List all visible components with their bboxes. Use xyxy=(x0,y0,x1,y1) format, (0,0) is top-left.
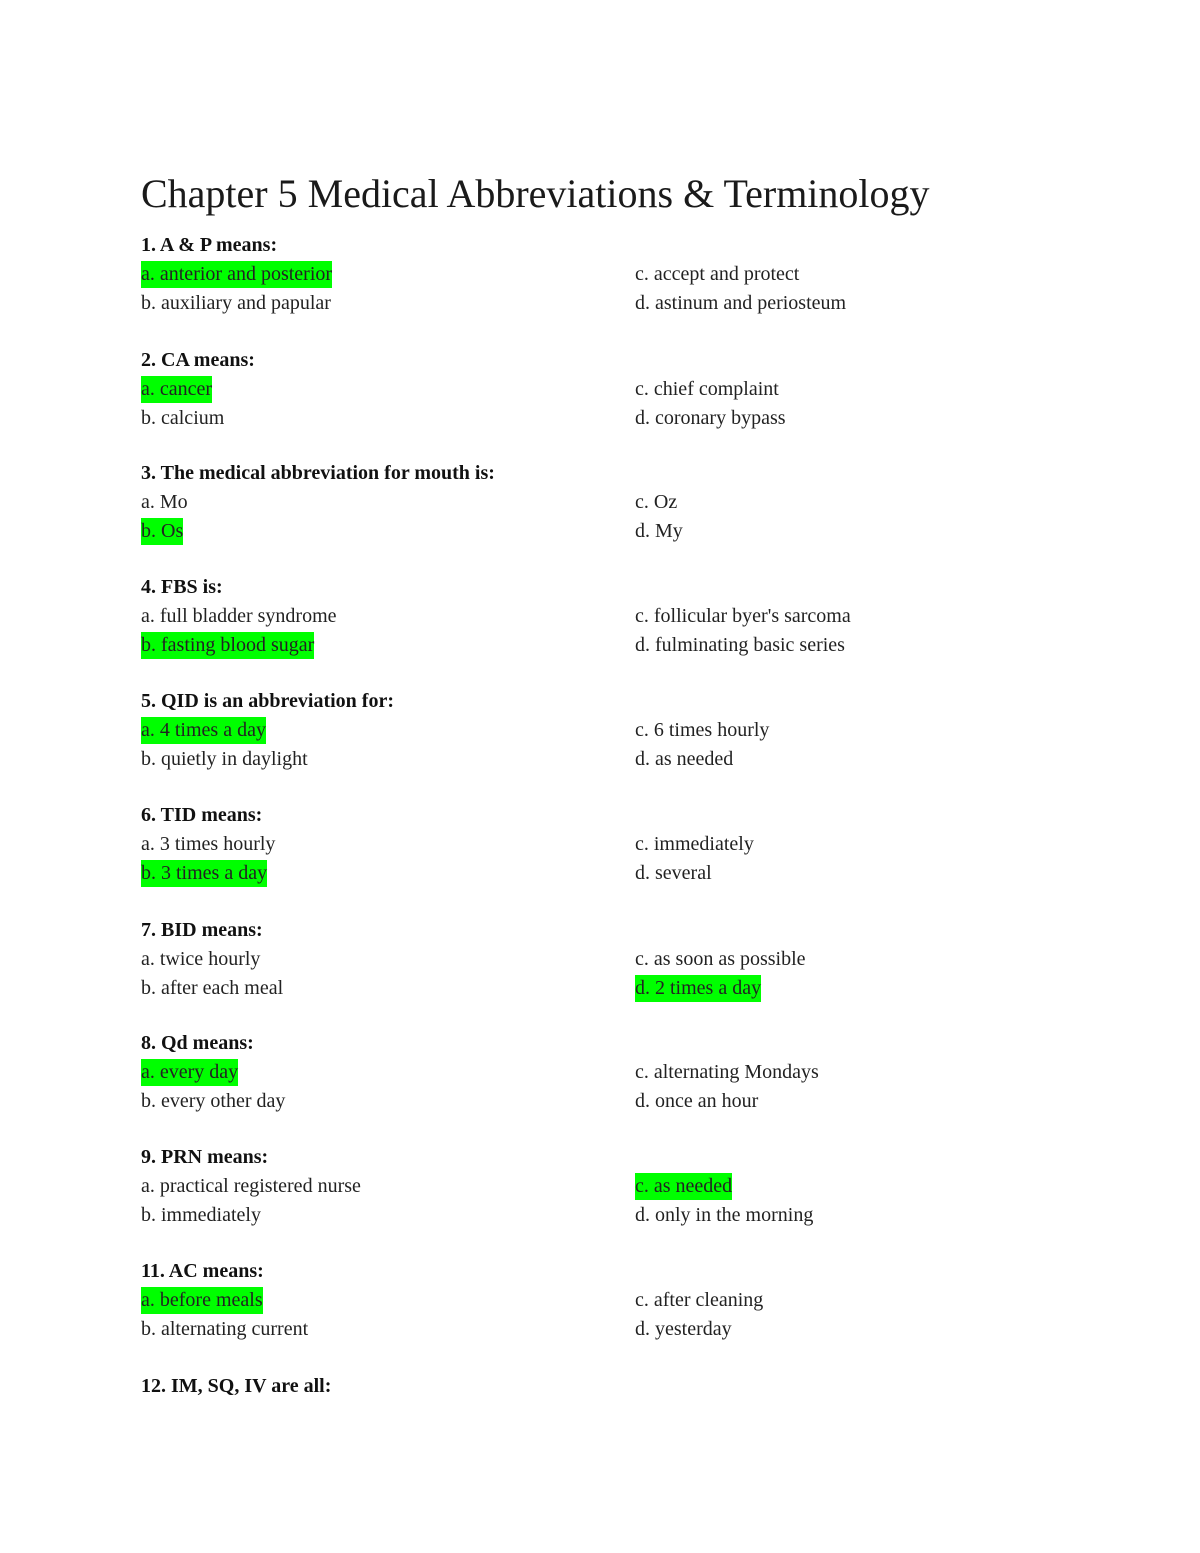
question-text: 9. PRN means: xyxy=(141,1146,269,1168)
option-d: d. several xyxy=(635,861,712,884)
option-d: d. only in the morning xyxy=(635,1203,814,1226)
question-8 xyxy=(141,1029,1041,1115)
option-d: d. My xyxy=(635,519,683,542)
question-text: 6. TID means: xyxy=(141,804,263,826)
option-d: d. fulminating basic series xyxy=(635,633,845,656)
option-a: a. 3 times hourly xyxy=(141,833,276,855)
question-9 xyxy=(141,1143,1041,1229)
option-b: b. every other day xyxy=(141,1089,286,1112)
question-1 xyxy=(141,231,1041,317)
option-a: a. Mo xyxy=(141,491,188,513)
question-text: 4. FBS is: xyxy=(141,576,223,598)
option-b: b. auxiliary and papular xyxy=(141,291,331,314)
option-row xyxy=(141,631,1041,660)
option-c-correct-answer: c. as needed xyxy=(635,1172,732,1201)
question-text: 1. A & P means: xyxy=(141,234,278,256)
option-c: c. accept and protect xyxy=(635,263,800,285)
option-c: c. immediately xyxy=(635,833,754,855)
option-a: a. full bladder syndrome xyxy=(141,605,337,627)
option-row xyxy=(141,517,1041,546)
question-text: 3. The medical abbreviation for mouth is: xyxy=(141,462,495,484)
option-row xyxy=(141,830,1041,859)
option-d: d. yesterday xyxy=(635,1317,732,1340)
question-text: 5. QID is an abbreviation for: xyxy=(141,690,394,712)
option-row xyxy=(141,1315,1041,1344)
option-d: d. as needed xyxy=(635,747,734,770)
question-2 xyxy=(141,346,1041,432)
option-b: b. quietly in daylight xyxy=(141,747,308,770)
option-row xyxy=(141,1172,1041,1201)
question-text: 12. IM, SQ, IV are all: xyxy=(141,1375,332,1397)
option-c: c. as soon as possible xyxy=(635,948,806,970)
option-a: a. practical registered nurse xyxy=(141,1175,361,1197)
question-text: 7. BID means: xyxy=(141,919,263,941)
option-a-correct-answer: a. every day xyxy=(141,1058,238,1087)
option-a-correct-answer: a. cancer xyxy=(141,375,212,404)
option-row xyxy=(141,404,1041,433)
option-b: b. calcium xyxy=(141,406,225,429)
question-4 xyxy=(141,573,1041,659)
option-row xyxy=(141,745,1041,774)
option-row xyxy=(141,1201,1041,1230)
option-d: d. coronary bypass xyxy=(635,406,786,429)
option-d-correct-answer: d. 2 times a day xyxy=(635,974,761,1003)
option-row xyxy=(141,716,1041,745)
option-row xyxy=(141,945,1041,974)
option-d: d. astinum and periosteum xyxy=(635,291,847,314)
option-row xyxy=(141,1087,1041,1116)
option-c: c. alternating Mondays xyxy=(635,1061,819,1083)
option-row xyxy=(141,1058,1041,1087)
option-row xyxy=(141,1286,1041,1315)
option-row xyxy=(141,974,1041,1003)
question-text: 2. CA means: xyxy=(141,349,255,371)
option-c: c. Oz xyxy=(635,491,678,513)
question-6 xyxy=(141,801,1041,887)
question-text: 11. AC means: xyxy=(141,1260,264,1282)
page-title: Chapter 5 Medical Abbreviations & Terminology xyxy=(141,171,930,216)
question-7 xyxy=(141,916,1041,1002)
question-3 xyxy=(141,459,1041,545)
option-row xyxy=(141,375,1041,404)
option-row xyxy=(141,602,1041,631)
option-c: c. after cleaning xyxy=(635,1289,764,1311)
question-text: 8. Qd means: xyxy=(141,1032,254,1054)
option-b: b. after each meal xyxy=(141,976,284,999)
option-c: c. 6 times hourly xyxy=(635,719,770,741)
option-row xyxy=(141,289,1041,318)
option-c: c. follicular byer's sarcoma xyxy=(635,605,851,627)
option-b-correct-answer: b. fasting blood sugar xyxy=(141,631,314,660)
option-row xyxy=(141,260,1041,289)
option-a-correct-answer: a. before meals xyxy=(141,1286,263,1315)
option-a-correct-answer: a. anterior and posterior xyxy=(141,260,332,289)
question-11 xyxy=(141,1257,1041,1343)
option-b: b. immediately xyxy=(141,1203,261,1226)
option-a: a. twice hourly xyxy=(141,948,261,970)
question-5 xyxy=(141,687,1041,773)
option-d: d. once an hour xyxy=(635,1089,759,1112)
option-c: c. chief complaint xyxy=(635,378,779,400)
option-row xyxy=(141,488,1041,517)
option-b-correct-answer: b. 3 times a day xyxy=(141,859,267,888)
option-row xyxy=(141,859,1041,888)
question-12 xyxy=(141,1372,1041,1401)
option-a-correct-answer: a. 4 times a day xyxy=(141,716,266,745)
option-b-correct-answer: b. Os xyxy=(141,517,183,546)
option-b: b. alternating current xyxy=(141,1317,309,1340)
